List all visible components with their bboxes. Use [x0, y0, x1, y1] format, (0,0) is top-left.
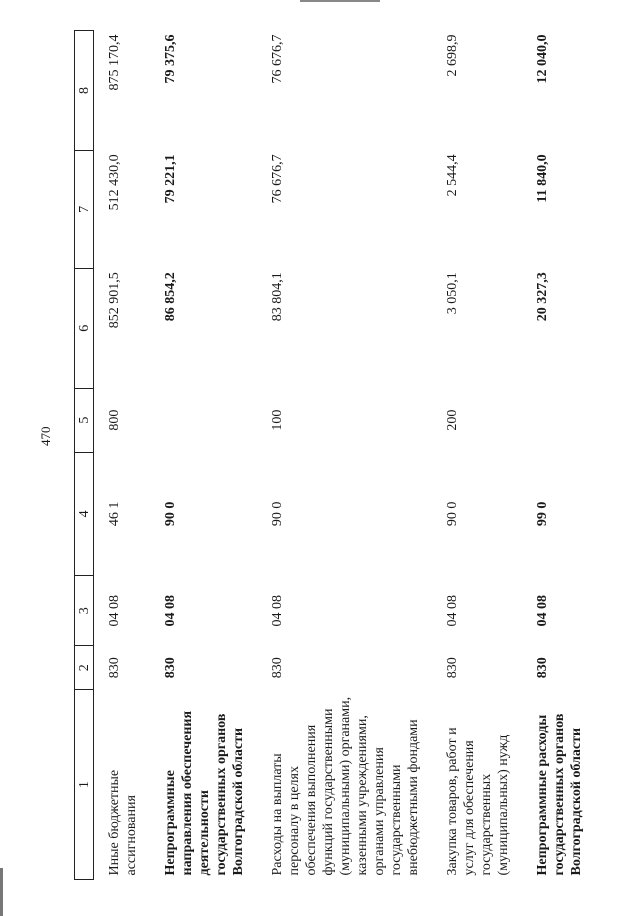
row-target: 99 0: [535, 501, 550, 527]
row-name: Непрограммные направления обеспечения деятельности государственных органов Волгоградской области: [163, 710, 246, 876]
row-value-7: 79 221,1: [163, 154, 178, 204]
budget-table: [74, 30, 595, 880]
table-row: [150, 31, 257, 880]
rotated-page: [74, 30, 594, 880]
row-value-8: 76 676,7: [270, 34, 285, 84]
row-value-6: 852 901,5: [107, 272, 122, 329]
row-type: [522, 388, 595, 452]
table-row: [94, 31, 151, 880]
row-value-6: 20 327,3: [535, 272, 550, 322]
row-code: 830: [163, 657, 178, 679]
row-value-6: 3 050,1: [445, 272, 460, 315]
header-col-7: 7: [75, 150, 94, 268]
row-code: 830: [270, 657, 285, 679]
header-col-4: 4: [75, 452, 94, 576]
row-code: 830: [107, 657, 122, 679]
row-target: 46 1: [107, 501, 122, 527]
row-value-7: 76 676,7: [270, 154, 285, 204]
row-value-7: 2 544,4: [445, 154, 460, 197]
row-name: Расходы на выплаты персоналу в целях обеспечения выполнения функций государственными (муниципальными) органами, казенными учреждениями, органами управления государственными внебюджетными фондами: [270, 696, 421, 876]
row-section: 04 08: [270, 595, 285, 627]
row-value-7: 11 840,0: [535, 154, 550, 203]
row-code: 830: [445, 657, 460, 679]
row-target: 90 0: [163, 501, 178, 527]
scan-mark: [0, 868, 3, 916]
table-row: [522, 31, 595, 880]
header-col-6: 6: [75, 268, 94, 388]
row-type: 200: [445, 409, 460, 431]
row-type: 100: [270, 409, 285, 431]
row-value-8: 875 170,4: [107, 34, 122, 91]
page-number: 470: [38, 426, 53, 446]
scan-mark: [300, 0, 380, 2]
table-header-row: [75, 31, 94, 880]
header-col-5: 5: [75, 388, 94, 452]
table-row: [257, 31, 432, 880]
header-col-1: 1: [75, 690, 94, 880]
header-col-3: 3: [75, 576, 94, 646]
table-row: [432, 31, 522, 880]
row-code: 830: [535, 657, 550, 679]
header-col-8: 8: [75, 31, 94, 151]
row-name: Закупка товаров, работ и услуг для обеспечения государственных (муниципальных) нужд: [445, 727, 511, 876]
row-value-8: 79 375,6: [163, 34, 178, 84]
row-value-7: 512 430,0: [107, 154, 122, 211]
row-section: 04 08: [445, 595, 460, 627]
row-value-8: 2 698,9: [445, 34, 460, 77]
row-type: 800: [107, 409, 122, 431]
header-col-2: 2: [75, 646, 94, 690]
row-name: Иные бюджетные ассигнования: [107, 769, 139, 876]
row-name: Непрограммные расходы государственных органов Волгоградской области: [535, 713, 584, 876]
row-section: 04 08: [535, 595, 550, 627]
row-target: 90 0: [445, 501, 460, 527]
row-value-6: 86 854,2: [163, 272, 178, 322]
row-value-8: 12 040,0: [535, 34, 550, 84]
row-type: [150, 388, 257, 452]
row-section: 04 08: [163, 595, 178, 627]
row-target: 90 0: [270, 501, 285, 527]
row-section: 04 08: [107, 595, 122, 627]
row-value-6: 83 804,1: [270, 272, 285, 322]
